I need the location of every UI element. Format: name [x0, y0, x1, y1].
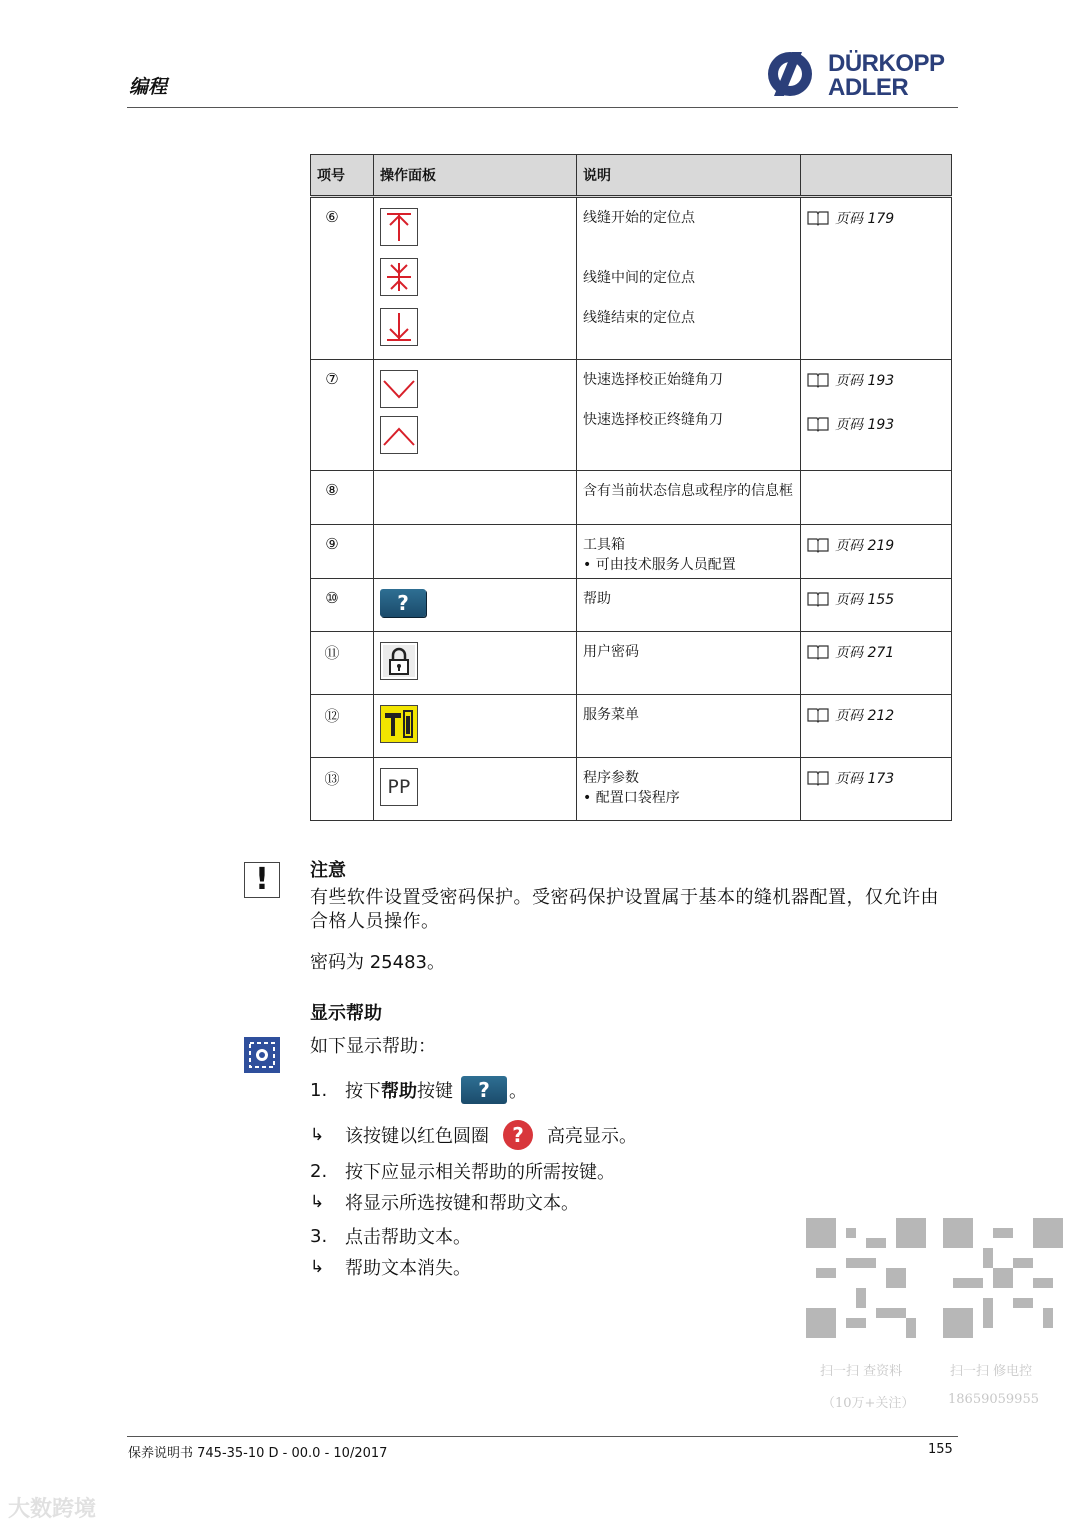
page-reference-text: 页码 173	[835, 771, 895, 787]
qr-caption: 扫一扫 修电控	[950, 1364, 1033, 1379]
page-reference-text: 页码 193	[835, 417, 895, 433]
book-icon	[807, 707, 829, 723]
control-panel-table	[310, 154, 952, 821]
step-1-result	[310, 1120, 637, 1150]
page-number: 155	[928, 1442, 953, 1457]
chevron-up-icon	[380, 416, 418, 454]
brand-logo	[762, 50, 962, 100]
step-text: 按键	[417, 1081, 453, 1102]
step-number: 3.	[310, 1225, 328, 1247]
pp-icon: PP	[380, 768, 418, 806]
description-line: 工具箱	[583, 537, 625, 553]
lock-icon	[380, 642, 418, 680]
step-text: 按下	[345, 1081, 381, 1102]
step-text: 按下应显示相关帮助的所需按键。	[345, 1162, 615, 1183]
page-reference[interactable]	[807, 414, 945, 434]
chevron-down-icon	[380, 370, 418, 408]
help-highlight-icon: ?	[503, 1120, 533, 1150]
description-line: 线缝结束的定位点	[583, 310, 695, 326]
item-number: ⑨	[325, 535, 339, 553]
description-line: 程序参数	[583, 770, 639, 786]
item-number: ⑦	[325, 370, 339, 388]
brand-logo-icon	[762, 50, 822, 98]
table-row	[311, 579, 952, 632]
arrow-up-icon	[380, 208, 418, 246]
table-row	[311, 632, 952, 695]
step-text: 。	[509, 1081, 527, 1102]
footer-divider	[127, 1436, 958, 1437]
page-reference-text: 页码 155	[835, 592, 895, 608]
step-1	[310, 1076, 527, 1104]
book-icon	[807, 644, 829, 660]
page-reference[interactable]	[807, 705, 945, 725]
step-number: 1.	[310, 1079, 328, 1101]
item-number: ⑫	[324, 707, 340, 725]
item-number: ⑬	[324, 770, 340, 788]
result-arrow-icon: ↳	[310, 1257, 325, 1277]
book-icon	[807, 210, 829, 226]
description-line: 快速选择校正终缝角刀	[583, 412, 723, 428]
description-line: 线缝中间的定位点	[583, 270, 695, 286]
help-intro: 如下显示帮助：	[310, 1036, 436, 1057]
step-2-result	[310, 1189, 579, 1215]
page-reference-text: 页码 212	[835, 708, 895, 724]
book-icon	[807, 537, 829, 553]
item-number: ⑩	[325, 589, 339, 607]
help-key-icon: ?	[380, 589, 426, 617]
description-line: 线缝开始的定位点	[583, 210, 695, 226]
page-reference[interactable]	[807, 642, 945, 662]
result-arrow-icon: ↳	[310, 1192, 325, 1212]
page-reference[interactable]	[807, 208, 945, 228]
password-text: 密码为 25483。	[310, 952, 445, 973]
arrow-down-icon	[380, 308, 418, 346]
header-description: 说明	[577, 155, 801, 197]
description-line: 帮助	[583, 591, 611, 607]
header-divider	[127, 107, 958, 108]
item-number: ⑧	[325, 481, 339, 499]
help-heading: 显示帮助	[310, 1003, 382, 1024]
book-icon	[807, 591, 829, 607]
step-2	[310, 1158, 615, 1184]
description-line: 快速选择校正始缝角刀	[583, 372, 723, 388]
step-text: 该按键以红色圆圈	[345, 1126, 489, 1147]
footer-document-id: 保养说明书 745-35-10 D - 00.0 - 10/2017	[128, 1446, 388, 1461]
step-text: 将显示所选按键和帮助文本。	[345, 1193, 579, 1214]
description-line: 服务菜单	[583, 707, 639, 723]
page-reference[interactable]	[807, 589, 945, 609]
header-reference	[801, 155, 952, 197]
table-row	[311, 471, 952, 525]
description-line: 含有当前状态信息或程序的信息框	[583, 483, 793, 499]
brand-name-line2: ADLER	[828, 74, 909, 101]
watermark: 大数跨境	[8, 1497, 97, 1522]
item-number: ⑥	[325, 208, 339, 226]
table-row	[311, 758, 952, 821]
help-key-icon: ?	[461, 1076, 507, 1104]
table-row	[311, 197, 952, 360]
table-row	[311, 360, 952, 471]
header-control-panel: 操作面板	[374, 155, 577, 197]
table-header-row	[311, 155, 952, 197]
qr-caption: （10万+关注）	[822, 1396, 915, 1411]
page-reference[interactable]	[807, 370, 945, 390]
page-reference-text: 页码 179	[835, 211, 895, 227]
page-reference[interactable]	[807, 768, 945, 788]
book-icon	[807, 372, 829, 388]
page-reference-text: 页码 193	[835, 373, 895, 389]
header-item-number: 项号	[311, 155, 374, 197]
step-text-bold: 帮助	[381, 1081, 417, 1102]
step-3	[310, 1223, 471, 1249]
qr-caption: 扫一扫 查资料	[820, 1364, 903, 1379]
note-text: 有些软件设置受密码保护。受密码保护设置属于基本的缝机器配置，仅允许由合格人员操作。	[310, 887, 939, 932]
result-arrow-icon: ↳	[310, 1125, 325, 1145]
qr-caption: 18659059955	[948, 1392, 1039, 1407]
page-reference-text: 页码 219	[835, 538, 895, 554]
step-3-result	[310, 1254, 471, 1280]
description-bullet: • 可由技术服务人员配置	[583, 557, 736, 573]
asterisk-icon	[380, 258, 418, 296]
step-text: 点击帮助文本。	[345, 1227, 471, 1248]
item-number: ⑪	[324, 644, 340, 662]
table-row	[311, 695, 952, 758]
page-reference[interactable]	[807, 535, 945, 555]
step-text: 高亮显示。	[547, 1126, 637, 1147]
brand-name-line1: DÜRKOPP	[828, 50, 945, 77]
procedure-icon	[244, 1037, 280, 1073]
book-icon	[807, 416, 829, 432]
step-number: 2.	[310, 1160, 328, 1182]
tools-icon	[380, 705, 418, 743]
qr-code-icon	[943, 1216, 1063, 1340]
qr-code-icon	[806, 1216, 926, 1340]
step-text: 帮助文本消失。	[345, 1258, 471, 1279]
book-icon	[807, 770, 829, 786]
page-reference-text: 页码 271	[835, 645, 895, 661]
warning-icon: !	[244, 862, 280, 898]
description-line: 用户密码	[583, 644, 639, 660]
note-title: 注意	[310, 860, 346, 881]
section-title: 编程	[129, 76, 168, 98]
table-row	[311, 525, 952, 579]
description-bullet: • 配置口袋程序	[583, 790, 680, 806]
